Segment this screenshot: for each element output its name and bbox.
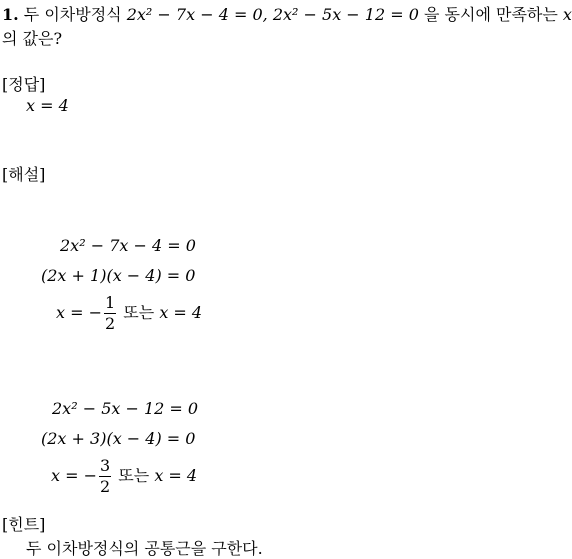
problem-number: 1.: [2, 5, 19, 24]
solution-label: [해설]: [2, 165, 46, 184]
hint-label: [힌트]: [2, 515, 46, 534]
sol1-fraction: [104, 293, 116, 334]
sol1-line1: 2x² − 7x − 4 = 0: [60, 236, 196, 255]
sol2-line1: 2x² − 5x − 12 = 0: [52, 399, 199, 418]
sol1-line3: [56, 293, 202, 334]
sol2-or: 또는: [118, 466, 150, 485]
answer-value: x = 4: [26, 96, 69, 115]
problem-eq1: 2x² − 7x − 4 = 0,: [126, 5, 268, 24]
sol2-line3: [51, 456, 197, 497]
answer-label: [정답]: [2, 75, 46, 94]
sol1-frac-den: 2: [105, 314, 116, 333]
sol1-rhs: x = 4: [159, 303, 203, 322]
hint-text: 두 이차방정식의 공통근을 구한다.: [26, 539, 263, 558]
sol2-line2: (2x + 3)(x − 4) = 0: [41, 429, 196, 448]
sol2-lhs: x = −: [51, 466, 98, 485]
sol2-rhs: x = 4: [154, 466, 198, 485]
sol1-or: 또는: [123, 303, 155, 322]
problem-text-before: 두 이차방정식: [23, 5, 122, 24]
sol2-fraction: [99, 456, 111, 497]
sol1-frac-num: 1: [105, 293, 116, 312]
sol2-frac-den: 2: [100, 477, 111, 496]
problem-line-1: [2, 2, 572, 25]
sol1-line2: (2x + 1)(x − 4) = 0: [41, 266, 196, 285]
problem-var: x: [562, 5, 572, 24]
problem-eq2: 2x² − 5x − 12 = 0: [272, 5, 419, 24]
sol2-frac-num: 3: [100, 456, 111, 475]
problem-text-after: 을 동시에 만족하는: [424, 5, 558, 24]
sol1-lhs: x = −: [56, 303, 103, 322]
problem-line-2: 의 값은?: [2, 29, 63, 48]
